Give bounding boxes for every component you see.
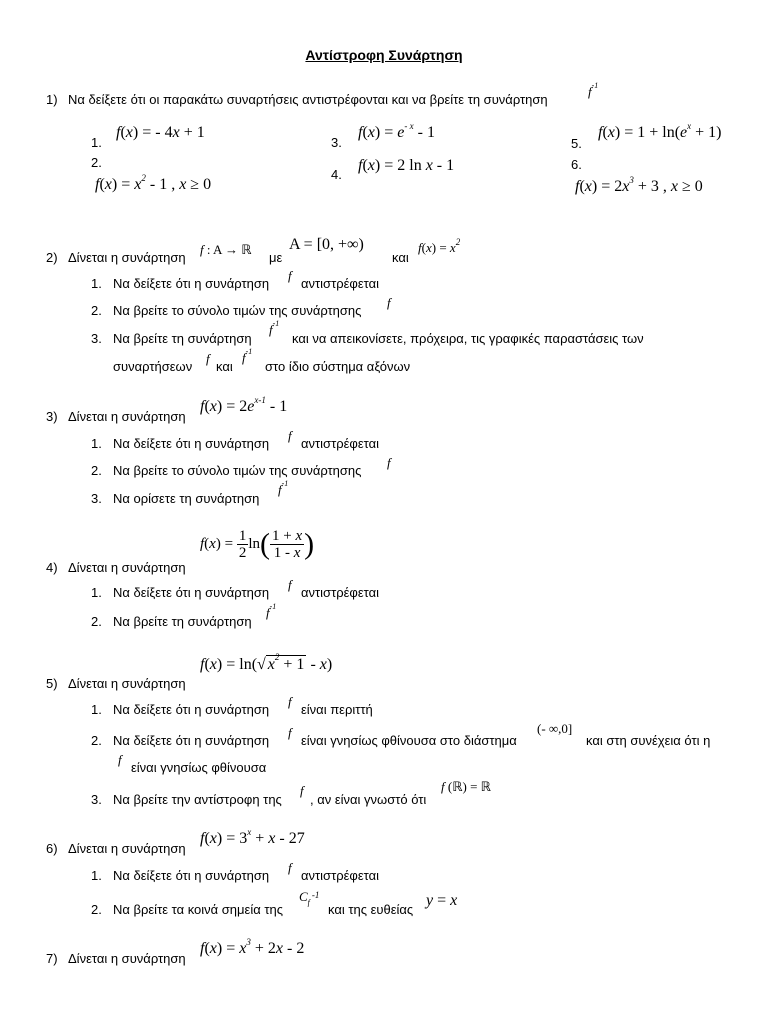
q3-item-3-text: Να ορίσετε τη συνάρτηση xyxy=(113,491,260,506)
q2-item-2-f: f xyxy=(387,295,391,310)
q1-item-2-formula: $f(x) = x^2 - 1$ , x ≥ 0 xyxy=(95,173,212,193)
q2-item-3-text: Να βρείτε τη συνάρτηση xyxy=(113,331,252,346)
q5-item-3-condition: f (ℝ) = ℝ xyxy=(441,779,491,794)
q4-text: Δίνεται η συνάρτηση xyxy=(68,560,186,575)
q1-number: 1) xyxy=(46,92,58,107)
q6-item-2-graph-symbol: $C_{f ^{-1}}$ xyxy=(299,889,320,907)
q5-item-1-text: Να δείξετε ότι η συνάρτηση xyxy=(113,702,270,717)
q3-formula: $f(x) = 2e^{x-1} - 1$ xyxy=(200,395,288,415)
q2-item-3-tail: και να απεικονίσετε, πρόχειρα, τις γραφικές παραστάσεις των xyxy=(292,331,644,346)
q6-item-2-line: y = x xyxy=(426,892,458,909)
q5-item-2-f: f xyxy=(288,725,292,740)
q2-item-2-number: 2. xyxy=(91,303,102,318)
q7-text: Δίνεται η συνάρτηση xyxy=(68,951,186,966)
q3-item-3-number: 3. xyxy=(91,491,102,506)
q6-item-2-number: 2. xyxy=(91,902,102,917)
q1-item-3-number: 3. xyxy=(331,135,342,150)
q4-item-1-tail: αντιστρέφεται xyxy=(301,585,379,600)
q2-domain: A = [0, +∞) xyxy=(289,236,364,253)
q5-item-2-number: 2. xyxy=(91,733,102,748)
q2-item-3-line2c: στο ίδιο σύστημα αξόνων xyxy=(265,359,411,374)
q5-item-2-tail: είναι γνησίως φθίνουσα στο διάστημα xyxy=(301,733,517,748)
q1-item-5-formula: $f(x) = 1 + \ln(e^x + 1)$ xyxy=(598,121,722,141)
q4-number: 4) xyxy=(46,560,58,575)
q3-item-2-text: Να βρείτε το σύνολο τιμών της συνάρτησης xyxy=(113,463,362,478)
q2-item-1-f: f xyxy=(288,268,292,283)
q1-item-1-number: 1. xyxy=(91,135,102,150)
q5-item-2-line2: είναι γνησίως φθίνουσα xyxy=(131,760,267,775)
q3-item-2-f: f xyxy=(387,455,391,470)
q5-text: Δίνεται η συνάρτηση xyxy=(68,676,186,691)
q6-item-2-tail: και της ευθείας xyxy=(328,902,414,917)
q5-item-3-tail: , αν είναι γνωστό ότι xyxy=(310,792,427,807)
q2-definition: f : A → ℝ xyxy=(200,242,252,257)
q5-item-2-tail2: και στη συνέχεια ότι η xyxy=(586,733,711,748)
q6-item-1-number: 1. xyxy=(91,868,102,883)
q2-item-3-line2a: συναρτήσεων xyxy=(113,359,193,374)
q2-item-2-text: Να βρείτε το σύνολο τιμών της συνάρτησης xyxy=(113,303,362,318)
q5-item-2-interval: (- ∞,0] xyxy=(537,721,573,736)
q5-item-1-f: f xyxy=(288,694,292,709)
q5-item-3-f: f xyxy=(300,783,304,798)
q2-item-3-line2b: και xyxy=(216,359,233,374)
q5-item-2-f-2: f xyxy=(118,752,122,767)
q3-item-1-number: 1. xyxy=(91,436,102,451)
q4-item-1-text: Να δείξετε ότι η συνάρτηση xyxy=(113,585,270,600)
q4-formula: f(x) = $\frac{1}{2}$ ln( $\frac{1 + x}{1 - x}$ ) xyxy=(200,527,315,561)
q5-item-1-number: 1. xyxy=(91,702,102,717)
q6-formula: $f(x) = 3^x + x - 27$ xyxy=(200,827,305,847)
q7-number: 7) xyxy=(46,951,58,966)
q5-formula: f(x) = ln(√ $x^2 + 1 - x$) xyxy=(200,652,333,673)
page-title: Αντίστροφη Συνάρτηση xyxy=(305,47,463,63)
q2-item-1-text: Να δείξετε ότι η συνάρτηση xyxy=(113,276,270,291)
q4-item-2-text: Να βρείτε τη συνάρτηση xyxy=(113,614,252,629)
q2-number: 2) xyxy=(46,250,58,265)
q1-item-4-number: 4. xyxy=(331,167,342,182)
q5-item-2-text: Να δείξετε ότι η συνάρτηση xyxy=(113,733,270,748)
q1-item-4-formula: f(x) = 2 ln x - 1 xyxy=(358,157,455,174)
q5-number: 5) xyxy=(46,676,58,691)
q2-with: με xyxy=(269,250,283,265)
q2-item-3-number: 3. xyxy=(91,331,102,346)
q5-item-3-text: Να βρείτε την αντίστροφη της xyxy=(113,792,282,807)
q7-formula: $f(x) = x^3 + 2x - 2$ xyxy=(200,937,305,957)
q1-item-1-formula: f(x) = - 4x + 1 xyxy=(116,124,205,141)
q6-item-2-text: Να βρείτε τα κοινά σημεία της xyxy=(113,902,283,917)
q1-f-inverse: $f^{-1}$ xyxy=(588,81,599,99)
q3-number: 3) xyxy=(46,409,58,424)
q6-item-1-tail: αντιστρέφεται xyxy=(301,868,379,883)
q2-item-1-number: 1. xyxy=(91,276,102,291)
q1-item-3-formula: $f(x) = e^{- x} - 1$ xyxy=(358,121,435,141)
q6-item-1-text: Να δείξετε ότι η συνάρτηση xyxy=(113,868,270,883)
q2-item-3-f-inverse-2: $f^{-1}$ xyxy=(242,347,253,365)
q4-item-1-f: f xyxy=(288,577,292,592)
q1-text: Να δείξετε ότι οι παρακάτω συναρτήσεις αντιστρέφονται και να βρείτε τη συνάρτηση xyxy=(68,92,548,107)
q6-item-1-f: f xyxy=(288,860,292,875)
q3-item-3-f-inverse: $f^{-1}$ xyxy=(278,479,289,497)
q3-item-1-f: f xyxy=(288,428,292,443)
q2-text: Δίνεται η συνάρτηση xyxy=(68,250,186,265)
q1-item-2-number: 2. xyxy=(91,155,102,170)
q2-item-1-tail: αντιστρέφεται xyxy=(301,276,379,291)
q3-item-1-text: Να δείξετε ότι η συνάρτηση xyxy=(113,436,270,451)
q4-item-2-f-inverse: $f^{-1}$ xyxy=(266,602,277,620)
q2-item-3-f: f xyxy=(206,351,210,366)
q4-item-1-number: 1. xyxy=(91,585,102,600)
q1-item-5-number: 5. xyxy=(571,136,582,151)
q2-item-3-f-inverse: $f^{-1}$ xyxy=(269,319,280,337)
q6-number: 6) xyxy=(46,841,58,856)
q3-item-2-number: 2. xyxy=(91,463,102,478)
q1-item-6-formula: $f(x) = 2x^3 + 3$ , x ≥ 0 xyxy=(575,175,703,195)
q5-item-3-number: 3. xyxy=(91,792,102,807)
q3-text: Δίνεται η συνάρτηση xyxy=(68,409,186,424)
q6-text: Δίνεται η συνάρτηση xyxy=(68,841,186,856)
q1-item-6-number: 6. xyxy=(571,157,582,172)
q3-item-1-tail: αντιστρέφεται xyxy=(301,436,379,451)
q5-item-1-tail: είναι περιττή xyxy=(301,702,373,717)
q2-formula: $f(x) = x^2$ xyxy=(418,237,461,255)
q4-item-2-number: 2. xyxy=(91,614,102,629)
q2-and: και xyxy=(392,250,409,265)
